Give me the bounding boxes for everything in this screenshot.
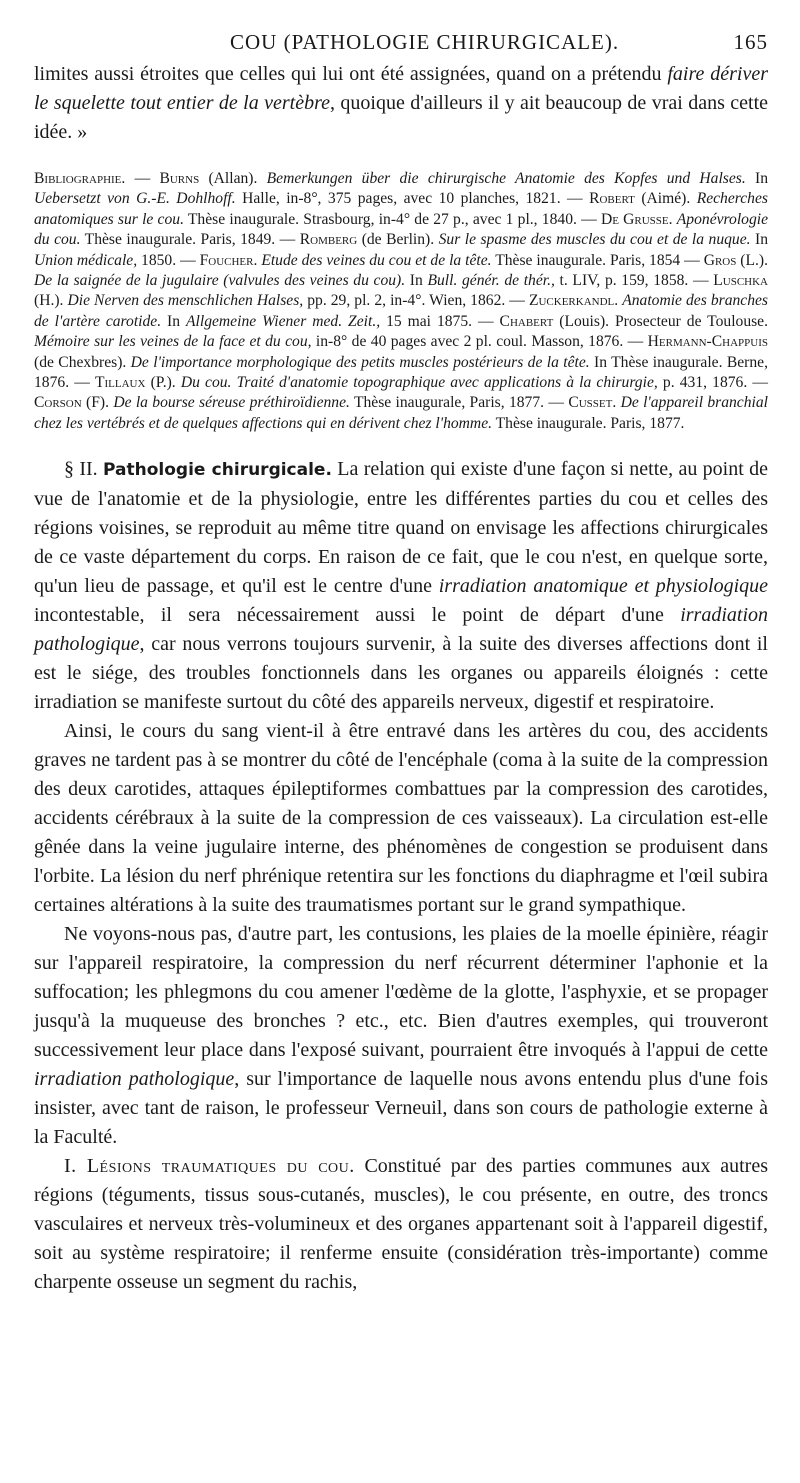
- work-title: De la bourse séreuse préthiroïdienne.: [113, 394, 350, 412]
- author: Zuckerkandl.: [528, 292, 619, 310]
- subsection-heading: I. Lésions traumatiques du cou.: [64, 1155, 355, 1178]
- author: De Grusse.: [600, 210, 673, 228]
- work-title: De l'appareil branchial chez les vertébrés et de quelques affections qui en dérivent chez l'homme.: [34, 394, 768, 432]
- author: Robert: [589, 190, 635, 208]
- continuation-paragraph: limites aussi étroites que celles qui lui ont été assignées, quand on a prétendu faire dériver le squelette tout entier de la vertèbre, quoique d'ailleurs il y ait beaucoup de vrai dans cette idée. »: [34, 63, 768, 143]
- author: Tillaux: [94, 374, 146, 392]
- bibliography: Bibliographie. — Burns (Allan). Bemerkungen über die chirurgische Anatomie des Kopfes und Halses. In Uebersetzt von G.-E. Dohlhoff. Halle, in-8°, 375 pages, avec 10 planches, 1821. — Robert (Aimé). Recherches anatomiques sur le cou. Thèse inaugurale. Strasbourg, in-4° de 27 p., avec 1 pl., 1840. — De Grusse. Aponévrologie du cou. Thèse inaugurale. Paris, 1849. — Romberg (de Berlin). Sur le spasme des muscles du cou et de la nuque. In Union médicale, 1850. — Foucher. Etude des veines du cou et de la tête. Thèse inaugurale. Paris, 1854 — Gros (L.). De la saignée de la jugulaire (valvules des veines du cou). In Bull. génér. de thér., t. LIV, p. 159, 1858. — Luschka (H.). Die Nerven des menschlichen Halses, pp. 29, pl. 2, in-4°. Wien, 1862. — Zuckerkandl. Anatomie des branches de l'artère carotide. In Allgemeine Wiener med. Zeit., 15 mai 1875. — Chabert (Louis). Prosecteur de Toulouse. Mémoire sur les veines de la face et du cou, in-8° de 40 pages avec 2 pl. coul. Masson, 1876. — Hermann-Chappuis (de Chexbres). De l'importance morphologique des petits muscles postérieurs de la tête. In Thèse inaugurale. Berne, 1876. — Tillaux (P.). Du cou. Traité d'anatomie topographique avec applications à la chirurgie, p. 431, 1876. — Corson (F). De la bourse séreuse préthiroïdienne. Thèse inaugurale, Paris, 1877. — Cusset. De l'appareil branchial chez les vertébrés et de quelques affections qui en dérivent chez l'homme. Thèse inaugurale. Paris, 1877.: [34, 170, 769, 432]
- work-title: Bemerkungen über die chirurgische Anatomie des Kopfes und Halses.: [266, 170, 746, 187]
- running-header: [34, 30, 768, 60]
- body-paragraph: Ainsi, le cours du sang vient-il à être entravé dans les artères du cou, des accidents graves ne tardent pas à se montrer du côté de l'encéphale (coma à la suite de la compression des deux carotides, attaques épileptiformes combattues par la compression des carotides, accidents cérébraux à la suite de la compression de ces vaisseaux). La circulation est-elle gênée dans la veine jugulaire interne, des phénomènes de congestion se produisent dans l'orbite. La lésion du nerf phrénique retentira sur les fonctions du diaphragme et l'œil subira certaines altérations à la suite des traumatismes portant sur le grand sympathique.: [34, 720, 768, 917]
- subsection-paragraph: I. Lésions traumatiques du cou. Constitué par des parties communes aux autres régions (téguments, tissus sous-cutanés, muscles), le cou présente, en outre, des troncs vasculaires et nerveux très-volumineux et des organes appartenant soit à l'appareil digestif, soit au système respiratoire; il renferme ensuite (considération très-importante) comme charpente osseuse un segment du rachis,: [34, 1155, 768, 1294]
- work-title: De l'importance morphologique des petits muscles postérieurs de la tête.: [130, 353, 590, 371]
- work-title: Sur le spasme des muscles du cou et de la nuque.: [438, 231, 751, 249]
- section-number: § II.: [64, 458, 98, 481]
- body-paragraph: Ne voyons-nous pas, d'autre part, les contusions, les plaies de la moelle épinière, réagir sur l'appareil respiratoire, la compression du nerf récurrent déterminer l'aphonie et la suffocation; les phlegmons du cou amener l'œdème de la glotte, l'asphyxie, et se propager jusqu'à la muqueuse des bronches ? etc., etc. Bien d'autres exemples, qui trouveront successivement leur place dans l'exposé suivant, pourraient être invoqués à l'appui de cette irradiation pathologique, sur l'importance de laquelle nous avons entendu plus d'une fois insister, avec tant de raison, le professeur Verneuil, dans son cours de pathologie externe à la Faculté.: [34, 923, 768, 1149]
- author: Cusset.: [568, 394, 617, 412]
- author: Gros: [703, 251, 737, 269]
- work-title: Aponévrologie du cou.: [34, 210, 769, 249]
- author: Corson: [34, 394, 82, 412]
- work-title: Etude des veines du cou et de la tête.: [261, 251, 492, 269]
- work-title: Recherches anatomiques sur le cou.: [34, 190, 768, 228]
- book-page: [34, 30, 768, 1297]
- work-title: Du cou. Traité d'anatomie topographique avec applications à la chirurgie,: [180, 374, 658, 392]
- work-title: De la saignée de la jugulaire (valvules des veines du cou).: [34, 272, 406, 290]
- author: Romberg: [299, 231, 358, 249]
- work-title: Mémoire sur les veines de la face et du cou,: [34, 333, 312, 351]
- author: Chabert: [499, 312, 554, 330]
- author: Hermann-Chappuis: [647, 333, 768, 351]
- work-title: Anatomie des branches de l'artère carotide.: [34, 292, 768, 330]
- bibliography-label: Bibliographie.: [34, 170, 126, 187]
- running-title: COU (PATHOLOGIE CHIRURGICALE).: [230, 30, 620, 54]
- author: Burns: [159, 170, 200, 187]
- page-number: 165: [733, 30, 768, 54]
- section-intro-paragraph: § II. Pathologie chirurgicale. La relation qui existe d'une façon si nette, au point de vue de l'anatomie et de la physiologie, entre les différentes parties du cou et celles des régions voisines, se reproduit au même titre quand on envisage les affections chirurgicales de ce vaste département du corps. En raison de ce fait, que le cou n'est, en quelque sorte, qu'un lieu de passage, et qu'il est le centre d'une irradiation anatomique et physiologique incontestable, il sera nécessairement aussi le point de départ d'une irradiation pathologique, car nous verrons toujours survenir, à la suite des diverses affections dont il est le siége, des troubles fonctionnels dans les organes ou appareils éloignés : cette irradiation se manifeste surtout du côté des appareils nerveux, digestif et respiratoire.: [34, 458, 769, 714]
- author: Foucher.: [199, 251, 258, 269]
- author: Luschka: [713, 272, 768, 290]
- section-heading: Pathologie chirurgicale.: [103, 460, 332, 481]
- work-title: Die Nerven des menschlichen Halses,: [67, 292, 304, 310]
